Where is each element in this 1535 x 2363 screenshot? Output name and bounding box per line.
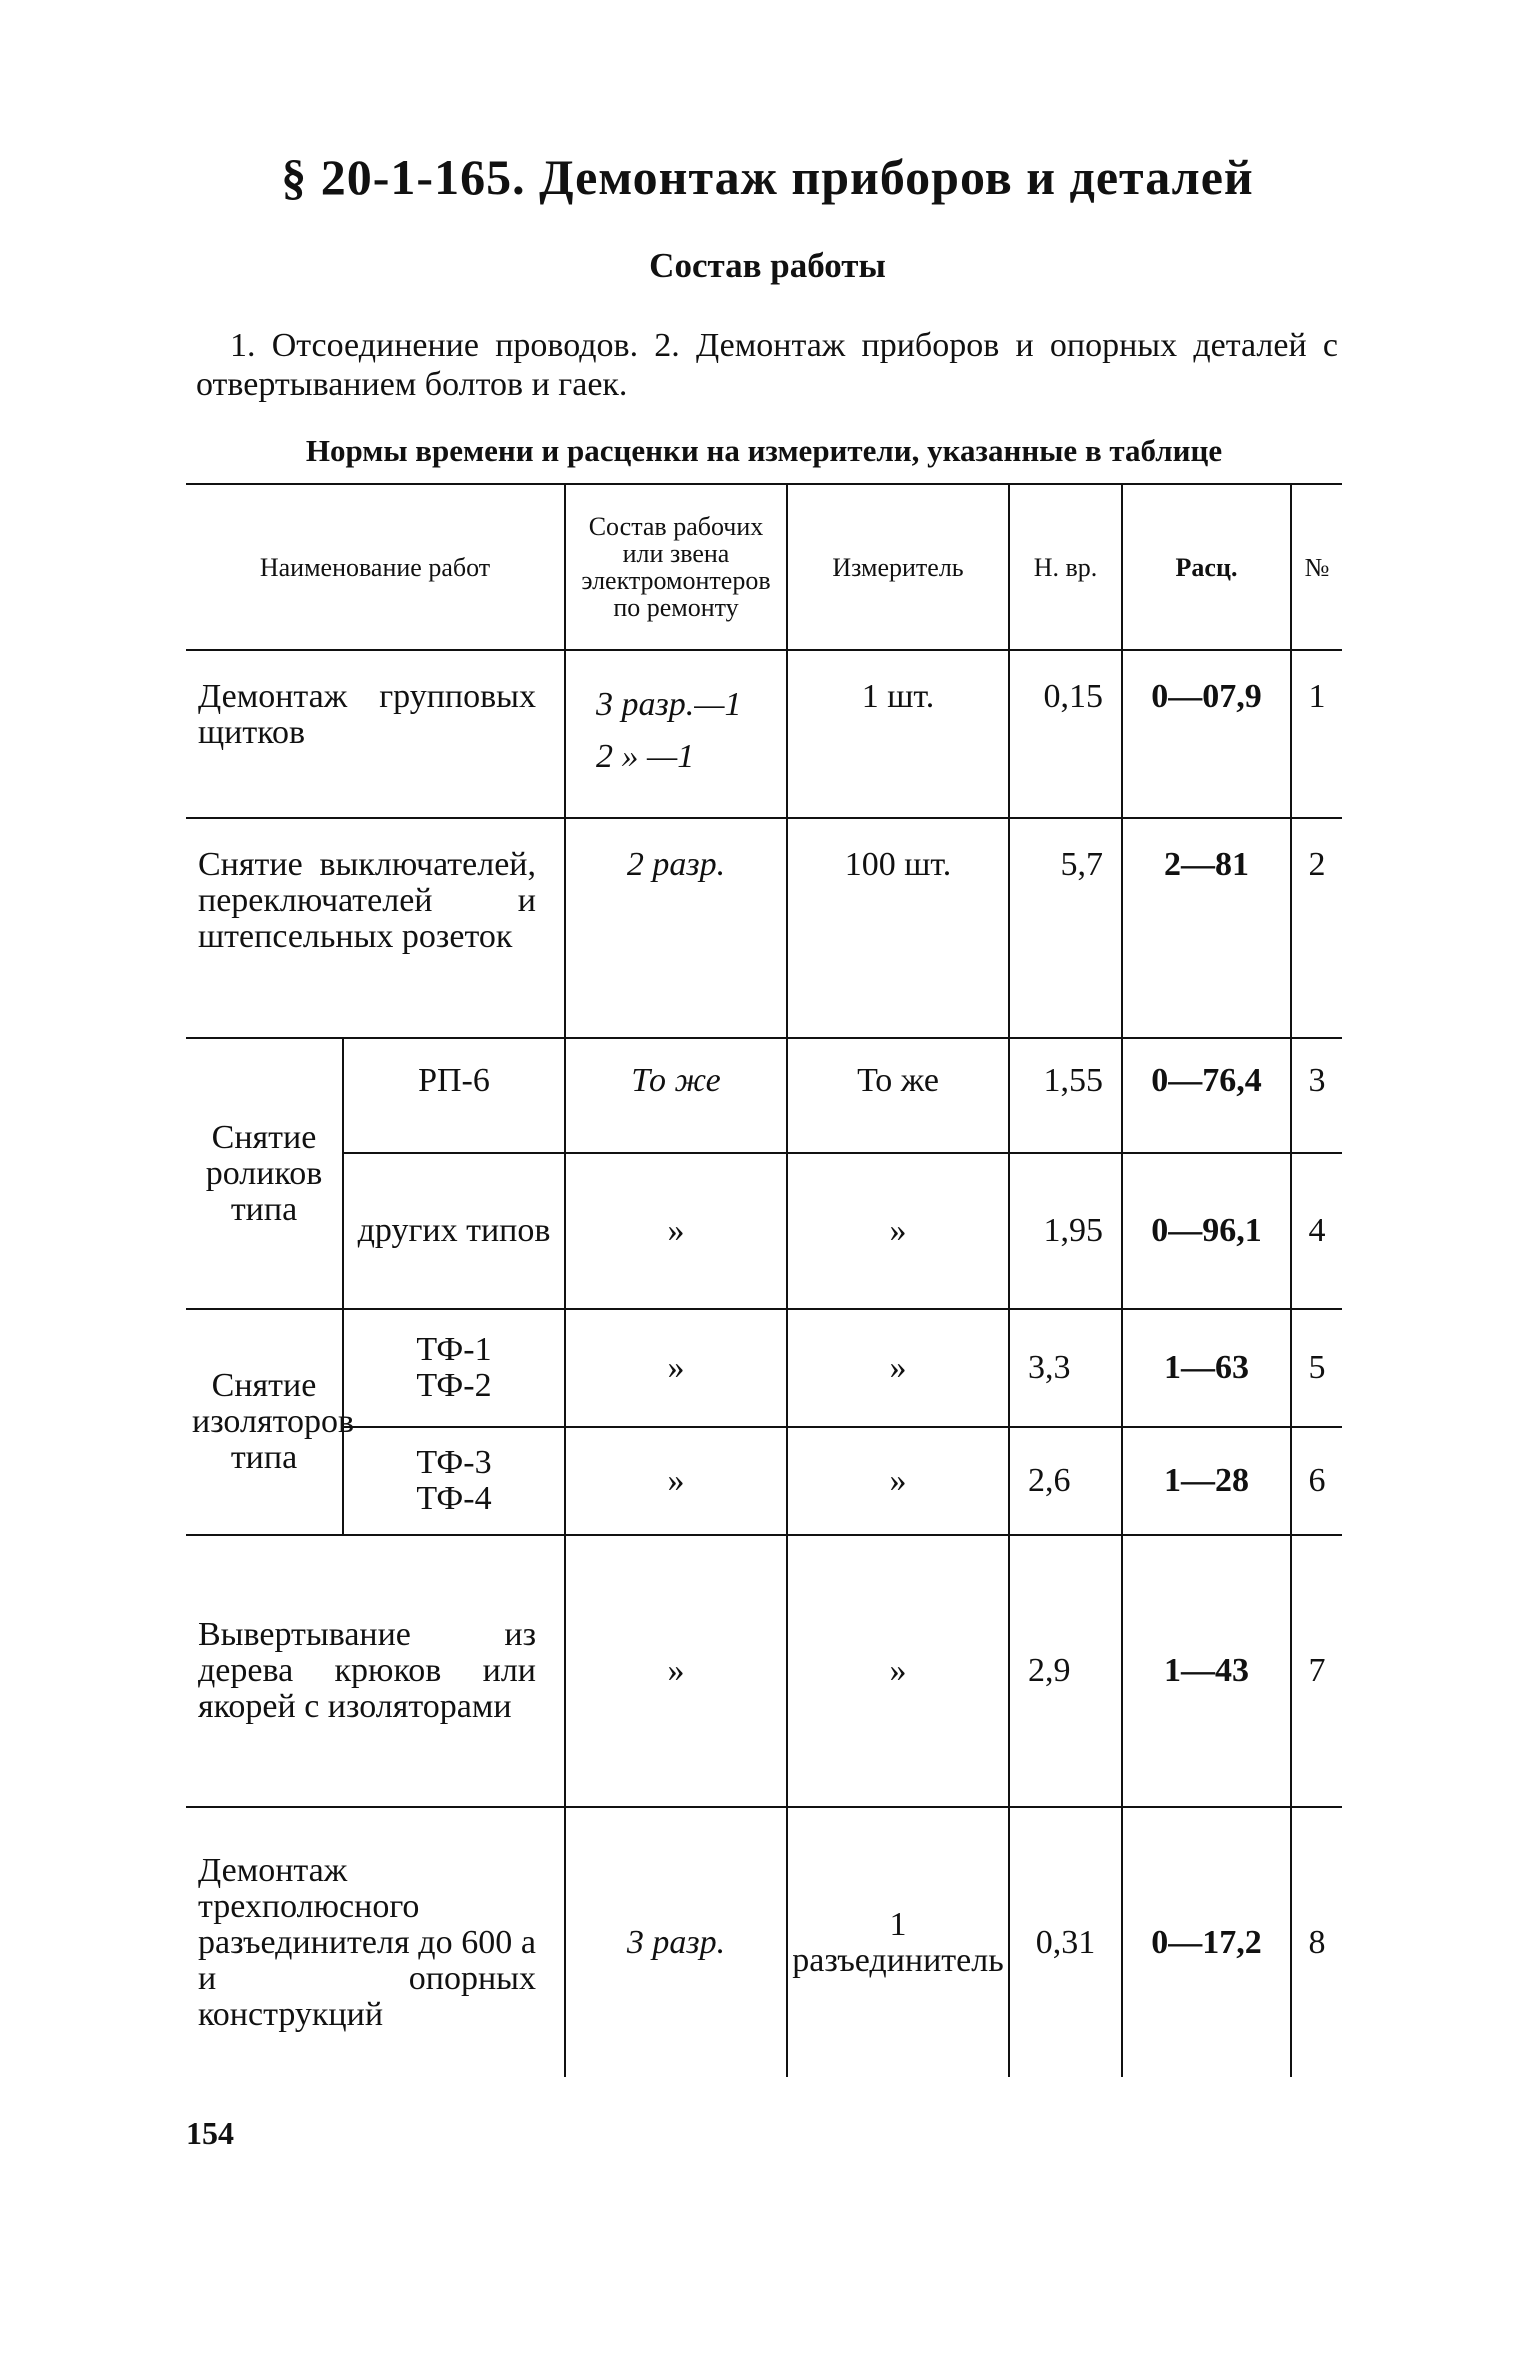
crew-cell: » xyxy=(565,1153,787,1309)
row-number: 3 xyxy=(1291,1038,1342,1153)
norm-cell: 0,15 xyxy=(1009,650,1122,818)
sub-type: РП-6 xyxy=(343,1038,565,1153)
crew-cell: » xyxy=(565,1535,787,1807)
table-row xyxy=(186,1153,1342,1309)
norm-cell: 0,31 xyxy=(1009,1807,1122,2077)
rate-cell: 0—96,1 xyxy=(1122,1153,1291,1309)
page-number: 154 xyxy=(186,2115,234,2151)
rate-cell: 1—28 xyxy=(1122,1427,1291,1535)
table-row xyxy=(186,650,1342,818)
work-composition-content: 1. Отсоединение проводов. 2. Демонтаж приборов и опорных деталей с отвертыванием болтов и гаек. xyxy=(196,327,1338,403)
norm-cell: 5,7 xyxy=(1009,818,1122,1038)
row-number: 8 xyxy=(1291,1807,1342,2077)
work-name: Вывертывание из дерева крюков или якорей с изоляторами xyxy=(186,1535,565,1807)
norm-cell: 2,6 xyxy=(1009,1427,1122,1535)
unit-cell: » xyxy=(787,1427,1009,1535)
norms-table-wrapper xyxy=(186,483,1342,2077)
sub-type: ТФ-1 xyxy=(416,1331,492,1368)
row-number: 6 xyxy=(1291,1427,1342,1535)
header-unit: Измеритель xyxy=(787,484,1009,650)
work-composition-text xyxy=(196,326,1338,404)
header-norm: Н. вр. xyxy=(1009,484,1122,650)
table-row xyxy=(186,1427,1342,1535)
norm-cell: 2,9 xyxy=(1009,1535,1122,1807)
row-number: 7 xyxy=(1291,1535,1342,1807)
crew-cell: » xyxy=(565,1427,787,1535)
crew-cell: 2 разр. xyxy=(565,818,787,1038)
norms-heading: Нормы времени и расценки на измерители, указанные в таблице xyxy=(305,433,1223,468)
group-label: Снятие роликов типа xyxy=(186,1038,343,1309)
work-name: Демонтаж групповых щитков xyxy=(186,650,565,818)
norm-cell: 1,95 xyxy=(1009,1153,1122,1309)
row-number: 5 xyxy=(1291,1309,1342,1427)
table-row xyxy=(186,1807,1342,2077)
header-crew: Состав рабочих или звена электромонтеров по ремонту xyxy=(565,484,787,650)
unit-cell: » xyxy=(787,1153,1009,1309)
crew-line: 3 разр.—1 xyxy=(596,686,742,723)
header-work: Наименование работ xyxy=(186,484,565,650)
table-row xyxy=(186,1535,1342,1807)
table-header-row xyxy=(186,484,1342,650)
header-rate: Расц. xyxy=(1122,484,1291,650)
crew-cell: » xyxy=(565,1309,787,1427)
group-label: Снятие изоляторов типа xyxy=(186,1309,343,1535)
unit-cell: 1 шт. xyxy=(787,650,1009,818)
rate-cell: 1—43 xyxy=(1122,1535,1291,1807)
crew-cell: 3 разр. xyxy=(565,1807,787,2077)
sub-type-cell xyxy=(343,1309,565,1427)
sub-type: других типов xyxy=(343,1153,565,1309)
work-name: Снятие выключателей, переключателей и штепсельных розеток xyxy=(186,818,565,1038)
rate-cell: 0—07,9 xyxy=(1122,650,1291,818)
sub-type: ТФ-3 xyxy=(416,1444,492,1481)
rate-cell: 0—17,2 xyxy=(1122,1807,1291,2077)
row-number: 4 xyxy=(1291,1153,1342,1309)
crew-line: 2 » —1 xyxy=(596,738,695,775)
unit-cell: 1 разъединитель xyxy=(787,1807,1009,2077)
crew-cell xyxy=(565,650,787,818)
sub-type: ТФ-2 xyxy=(416,1367,492,1404)
table-row xyxy=(186,1309,1342,1427)
rate-cell: 0—76,4 xyxy=(1122,1038,1291,1153)
header-number: № xyxy=(1291,484,1342,650)
section-title: § 20-1-165. Демонтаж приборов и деталей xyxy=(281,149,1254,205)
row-number: 2 xyxy=(1291,818,1342,1038)
rate-cell: 2—81 xyxy=(1122,818,1291,1038)
sub-type: ТФ-4 xyxy=(416,1480,492,1517)
unit-cell: » xyxy=(787,1309,1009,1427)
work-name: Демонтаж трехполюсного разъединителя до 600 а и опорных конструкций xyxy=(186,1807,565,2077)
norm-cell: 3,3 xyxy=(1009,1309,1122,1427)
sub-type-cell xyxy=(343,1427,565,1535)
row-number: 1 xyxy=(1291,650,1342,818)
table-row xyxy=(186,1038,1342,1153)
unit-cell: » xyxy=(787,1535,1009,1807)
table-row xyxy=(186,818,1342,1038)
unit-cell: То же xyxy=(787,1038,1009,1153)
section-subtitle: Состав работы xyxy=(649,246,886,285)
norms-table xyxy=(186,483,1342,2077)
crew-cell: То же xyxy=(565,1038,787,1153)
rate-cell: 1—63 xyxy=(1122,1309,1291,1427)
norm-cell: 1,55 xyxy=(1009,1038,1122,1153)
unit-cell: 100 шт. xyxy=(787,818,1009,1038)
